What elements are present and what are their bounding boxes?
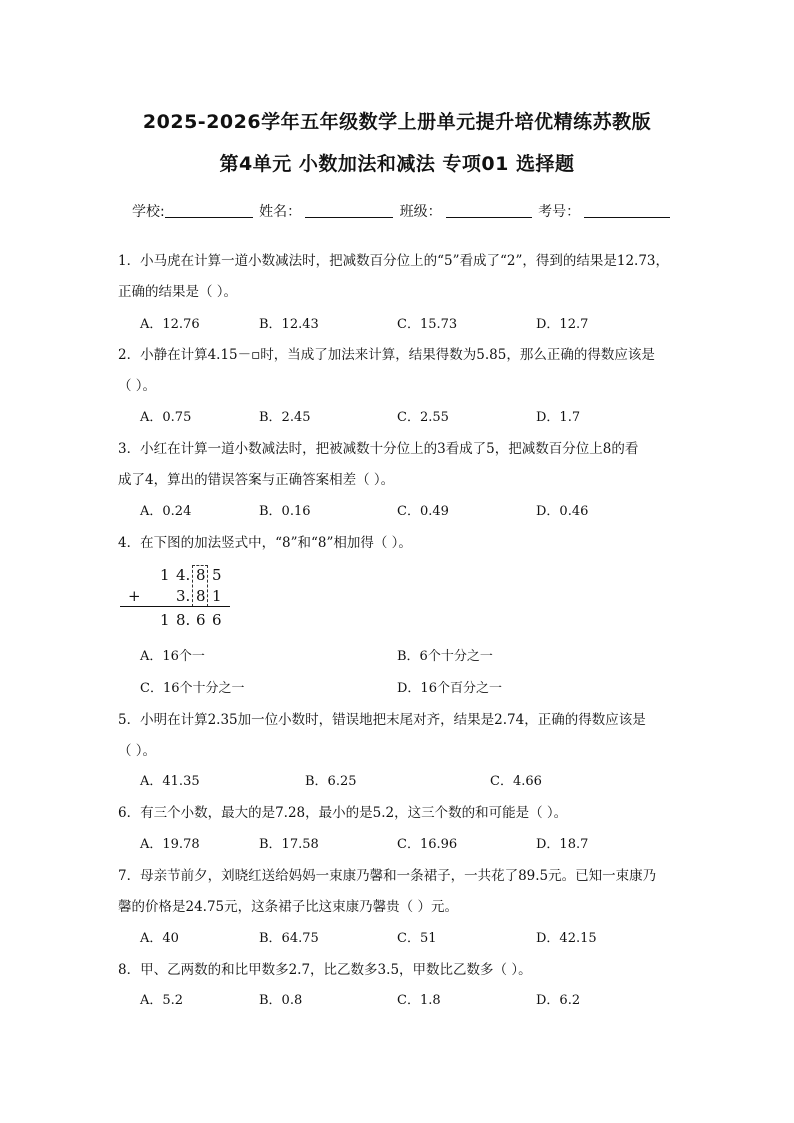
question-1-line-2: 正确的结果是（ ）。 [118,284,238,300]
addend1-digit: 1 [160,566,170,584]
addend2-highlighted-digit: 8 [196,587,206,605]
q4-option-a[interactable]: A．16个一 [140,649,205,664]
school-field[interactable] [165,203,253,218]
sum-digit: 6 [196,611,206,629]
addend1-highlighted-digit: 8 [196,566,206,584]
q3-option-b[interactable]: B．0.16 [259,504,311,519]
question-3-line-1: 3．小红在计算一道小数减法时，把被减数十分位上的3看成了5，把减数百分位上8的看 [118,441,639,457]
sum-digit: 8. [176,611,191,629]
q8-option-c[interactable]: C．1.8 [397,993,441,1008]
sum-digit: 6 [212,611,222,629]
q2-option-d[interactable]: D．1.7 [536,410,581,425]
sum-rule-line [120,606,230,607]
q4-option-c[interactable]: C．16个十分之一 [140,681,245,696]
q6-option-b[interactable]: B．17.58 [259,837,319,852]
q3-option-d[interactable]: D．0.46 [536,504,589,519]
question-1-line-1: 1．小马虎在计算一道小数减法时，把减数百分位上的“5”看成了“2”，得到的结果是12.73， [118,253,670,269]
question-4-line-1: 4．在下图的加法竖式中，“8”和“8”相加得（ ）。 [118,535,412,551]
q8-option-d[interactable]: D．6.2 [536,993,581,1008]
q5-option-b[interactable]: B．6.25 [305,774,357,789]
exam-number-label: 考号： [538,204,581,220]
q7-option-d[interactable]: D．42.15 [536,931,597,946]
q8-option-a[interactable]: A．5.2 [140,993,184,1008]
q1-option-c[interactable]: C．15.73 [397,317,458,332]
q1-option-d[interactable]: D．12.7 [536,317,589,332]
worksheet-subtitle: 第4单元 小数加法和减法 专项01 选择题 [219,153,575,175]
vertical-addition-figure [118,566,238,630]
addend2-digit: 1 [212,587,222,605]
addend1-digit: 4. [176,566,191,584]
q8-option-b[interactable]: B．0.8 [259,993,303,1008]
addend1-digit: 5 [212,566,222,584]
question-5-line-1: 5．小明在计算2.35加一位小数时，错误地把末尾对齐，结果是2.74，正确的得数应该是 [118,712,646,728]
q4-option-b[interactable]: B．6个十分之一 [397,649,493,664]
q1-option-b[interactable]: B．12.43 [259,317,319,332]
name-label: 姓名： [259,204,302,220]
sum-digit: 1 [160,611,170,629]
plus-sign: + [128,587,141,605]
q7-option-c[interactable]: C．51 [397,931,437,946]
question-7-line-1: 7．母亲节前夕，刘晓红送给妈妈一束康乃馨和一条裙子，一共花了89.5元。已知一束康乃 [118,868,657,884]
q6-option-c[interactable]: C．16.96 [397,837,458,852]
question-2-line-1: 2．小静在计算4.15－▫时，当成了加法来计算，结果得数为5.85，那么正确的得数应该是 [118,347,655,363]
school-label: 学校: [132,204,165,220]
question-7-line-2: 馨的价格是24.75元，这条裙子比这束康乃馨贵（ ）元。 [118,899,458,915]
q2-option-b[interactable]: B．2.45 [259,410,311,425]
question-3-line-2: 成了4，算出的错误答案与正确答案相差（ ）。 [118,472,395,488]
question-6-line-1: 6．有三个小数，最大的是7.28，最小的是5.2，这三个数的和可能是（ ）。 [118,805,568,821]
q6-option-d[interactable]: D．18.7 [536,837,589,852]
q1-option-a[interactable]: A．12.76 [140,317,200,332]
q7-option-a[interactable]: A．40 [140,931,179,946]
q3-option-a[interactable]: A．0.24 [140,504,192,519]
question-5-line-2: （ ）。 [118,743,157,759]
class-label: 班级： [399,204,442,220]
student-info-row [132,201,672,221]
q7-option-b[interactable]: B．64.75 [259,931,319,946]
q4-option-d[interactable]: D．16个百分之一 [397,681,502,696]
q2-option-a[interactable]: A．0.75 [140,410,192,425]
q6-option-a[interactable]: A．19.78 [140,837,200,852]
q3-option-c[interactable]: C．0.49 [397,504,449,519]
q5-option-a[interactable]: A．41.35 [140,774,200,789]
dashed-highlight-box [192,565,208,607]
exam-number-field[interactable] [584,203,670,218]
name-field[interactable] [305,203,393,218]
question-2-line-2: （ ）。 [118,378,157,394]
addend2-digit: 3. [176,587,191,605]
class-field[interactable] [446,203,532,218]
worksheet-title: 2025-2026学年五年级数学上册单元提升培优精练苏教版 [142,111,652,133]
q5-option-c[interactable]: C．4.66 [490,774,542,789]
q2-option-c[interactable]: C．2.55 [397,410,449,425]
question-8-line-1: 8．甲、乙两数的和比甲数多2.7，比乙数多3.5，甲数比乙数多（ ）。 [118,962,532,978]
